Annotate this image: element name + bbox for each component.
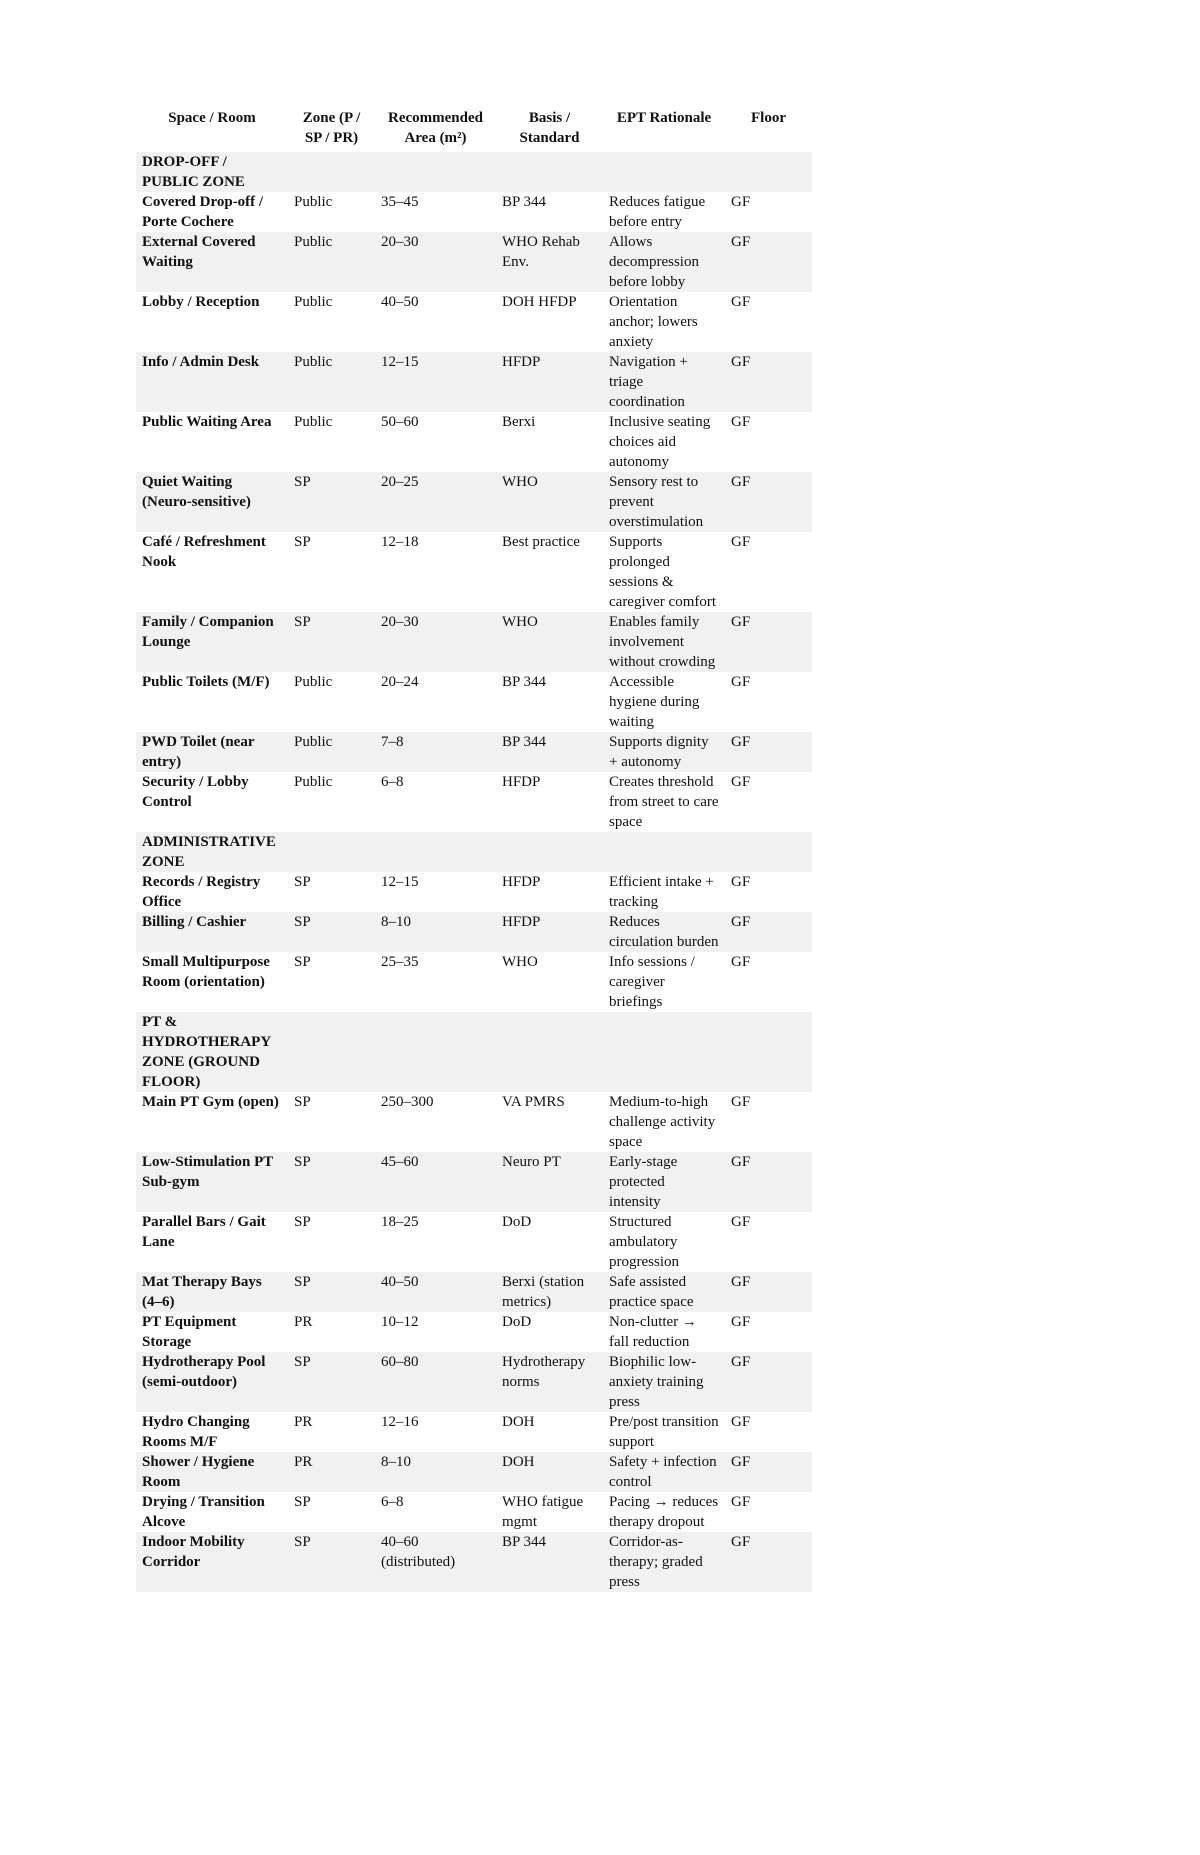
section-filler-cell	[288, 832, 375, 872]
cell-recommended-area: 40–60 (distributed)	[375, 1532, 496, 1592]
cell-ept-rationale: Sensory rest to prevent overstimulation	[603, 472, 725, 532]
cell-ept-rationale: Enables family involvement without crowding	[603, 612, 725, 672]
cell-recommended-area: 8–10	[375, 1452, 496, 1492]
cell-basis-standard: WHO Rehab Env.	[496, 232, 603, 292]
cell-zone: Public	[288, 352, 375, 412]
table-row	[136, 1212, 812, 1272]
section-filler-cell	[603, 152, 725, 192]
cell-ept-rationale: Medium-to-high challenge activity space	[609, 1094, 716, 1150]
header-zone: Zone (P / SP / PR)	[302, 110, 361, 146]
cell-zone: Public	[294, 674, 333, 690]
table-row	[136, 1312, 812, 1352]
table-row	[136, 1152, 812, 1212]
cell-space-room: Billing / Cashier	[136, 912, 288, 952]
cell-ept-rationale: Orientation anchor; lowers anxiety	[609, 294, 698, 350]
cell-space-room: Café / Refreshment Nook	[142, 534, 266, 570]
cell-zone: SP	[294, 874, 311, 890]
cell-ept-rationale: Creates threshold from street to care space	[609, 774, 719, 830]
section-heading-row	[136, 152, 812, 192]
cell-ept-rationale: Corridor-as-therapy; graded press	[603, 1532, 725, 1592]
cell-zone: SP	[288, 1532, 375, 1592]
cell-ept-rationale: Non-clutter → fall reduction	[609, 1314, 697, 1350]
cell-floor: GF	[731, 1414, 751, 1430]
cell-basis-standard: BP 344	[502, 674, 547, 690]
cell-zone: PR	[288, 1452, 375, 1492]
cell-zone: PR	[294, 1414, 313, 1430]
cell-zone: SP	[294, 954, 311, 970]
table-row	[136, 912, 812, 952]
cell-floor: GF	[725, 352, 812, 412]
cell-recommended-area: 50–60	[381, 414, 419, 430]
header-floor: Floor	[751, 110, 786, 126]
cell-basis-standard: VA PMRS	[502, 1094, 565, 1110]
header-space-room: Space / Room	[168, 110, 256, 126]
cell-floor: GF	[725, 232, 812, 292]
cell-recommended-area: 7–8	[375, 732, 496, 772]
cell-basis-standard: DoD	[502, 1214, 532, 1230]
cell-zone: Public	[294, 194, 333, 210]
section-heading-row	[136, 832, 812, 872]
table-row	[136, 672, 812, 732]
cell-space-room: Public Toilets (M/F)	[142, 674, 270, 690]
cell-floor: GF	[731, 1094, 751, 1110]
cell-space-room: Shower / Hygiene Room	[136, 1452, 288, 1492]
table-row	[136, 732, 812, 772]
table-body	[136, 152, 812, 1592]
section-filler-cell	[288, 152, 375, 192]
section-filler-cell	[288, 1012, 375, 1092]
section-heading: DROP-OFF / PUBLIC ZONE	[136, 152, 288, 192]
cell-zone: SP	[288, 1352, 375, 1412]
table-row	[136, 1092, 812, 1152]
space-program-table	[136, 104, 812, 1592]
cell-space-room: Info / Admin Desk	[136, 352, 288, 412]
header-ept-rationale: EPT Rationale	[616, 110, 712, 126]
cell-basis-standard: DoD	[502, 1314, 532, 1330]
cell-ept-rationale: Accessible hygiene during waiting	[609, 674, 700, 730]
cell-space-room: PT Equipment Storage	[142, 1314, 237, 1350]
cell-basis-standard: Hydrotherapy norms	[496, 1352, 603, 1412]
cell-recommended-area: 20–25	[375, 472, 496, 532]
cell-basis-standard: DOH	[496, 1452, 603, 1492]
space-program-document	[136, 104, 812, 1592]
table-row	[136, 412, 812, 472]
cell-ept-rationale: Pre/post transition support	[609, 1414, 719, 1450]
cell-zone: SP	[288, 612, 375, 672]
cell-floor: GF	[731, 414, 751, 430]
cell-space-room: Low-Stimulation PT Sub-gym	[136, 1152, 288, 1212]
cell-ept-rationale: Allows decompression before lobby	[603, 232, 725, 292]
cell-floor: GF	[731, 1494, 751, 1510]
cell-ept-rationale: Navigation + triage coordination	[603, 352, 725, 412]
cell-space-room: PWD Toilet (near entry)	[136, 732, 288, 772]
cell-recommended-area: 20–30	[375, 612, 496, 672]
cell-recommended-area: 45–60	[375, 1152, 496, 1212]
cell-basis-standard: WHO	[502, 954, 538, 970]
cell-zone: SP	[294, 1494, 311, 1510]
section-filler-cell	[496, 1012, 603, 1092]
cell-basis-standard: WHO fatigue mgmt	[502, 1494, 584, 1530]
cell-ept-rationale: Supports prolonged sessions & caregiver comfort	[609, 534, 717, 610]
cell-zone: SP	[294, 1214, 311, 1230]
cell-space-room: Main PT Gym (open)	[142, 1094, 279, 1110]
cell-space-room: Records / Registry Office	[142, 874, 261, 910]
cell-ept-rationale: Early-stage protected intensity	[603, 1152, 725, 1212]
cell-space-room: Mat Therapy Bays (4–6)	[136, 1272, 288, 1312]
cell-recommended-area: 35–45	[381, 194, 419, 210]
cell-zone: Public	[294, 294, 333, 310]
cell-floor: GF	[725, 472, 812, 532]
table-row	[136, 192, 812, 232]
section-filler-cell	[725, 152, 812, 192]
cell-zone: Public	[294, 774, 333, 790]
cell-space-room: Hydrotherapy Pool (semi-outdoor)	[136, 1352, 288, 1412]
table-row	[136, 952, 812, 1012]
cell-floor: GF	[725, 1452, 812, 1492]
cell-basis-standard: DOH HFDP	[502, 294, 577, 310]
cell-space-room: Parallel Bars / Gait Lane	[142, 1214, 266, 1250]
section-heading: PT & HYDROTHERAPY ZONE (GROUND FLOOR)	[136, 1012, 288, 1092]
cell-ept-rationale: Efficient intake + tracking	[609, 874, 714, 910]
cell-ept-rationale: Structured ambulatory progression	[609, 1214, 679, 1270]
cell-ept-rationale: Inclusive seating choices aid autonomy	[609, 414, 711, 470]
table-row	[136, 1412, 812, 1452]
cell-recommended-area: 25–35	[381, 954, 419, 970]
cell-ept-rationale: Safety + infection control	[603, 1452, 725, 1492]
section-filler-cell	[375, 152, 496, 192]
cell-recommended-area: 8–10	[375, 912, 496, 952]
table-row	[136, 532, 812, 612]
cell-recommended-area: 6–8	[381, 1494, 404, 1510]
table-row	[136, 1492, 812, 1532]
cell-recommended-area: 12–15	[375, 352, 496, 412]
cell-space-room: Security / Lobby Control	[142, 774, 249, 810]
section-filler-cell	[725, 832, 812, 872]
table-row	[136, 232, 812, 292]
cell-zone: SP	[288, 1272, 375, 1312]
cell-zone: SP	[288, 472, 375, 532]
cell-recommended-area: 20–24	[381, 674, 419, 690]
table-row	[136, 1532, 812, 1592]
cell-floor: GF	[731, 954, 751, 970]
cell-basis-standard: DOH	[502, 1414, 535, 1430]
section-filler-cell	[375, 832, 496, 872]
table-row	[136, 472, 812, 532]
cell-recommended-area: 60–80	[375, 1352, 496, 1412]
header-basis-standard: Basis / Standard	[519, 110, 580, 146]
section-filler-cell	[603, 1012, 725, 1092]
cell-floor: GF	[731, 194, 751, 210]
header-recommended-area: Recommended Area (m²)	[388, 110, 483, 146]
cell-recommended-area: 18–25	[381, 1214, 419, 1230]
table-row	[136, 1452, 812, 1492]
cell-space-room: Indoor Mobility Corridor	[136, 1532, 288, 1592]
cell-basis-standard: HFDP	[496, 352, 603, 412]
cell-space-room: Family / Companion Lounge	[136, 612, 288, 672]
table-header-row	[136, 104, 812, 152]
cell-recommended-area: 12–15	[381, 874, 419, 890]
cell-basis-standard: Berxi	[502, 414, 536, 430]
cell-recommended-area: 40–50	[375, 1272, 496, 1312]
section-filler-cell	[496, 832, 603, 872]
cell-basis-standard: BP 344	[496, 732, 603, 772]
cell-zone: Public	[294, 414, 333, 430]
cell-basis-standard: BP 344	[496, 1532, 603, 1592]
cell-basis-standard: HFDP	[496, 912, 603, 952]
cell-zone: Public	[288, 232, 375, 292]
cell-basis-standard: WHO	[496, 612, 603, 672]
cell-floor: GF	[731, 1314, 751, 1330]
cell-space-room: Lobby / Reception	[142, 294, 260, 310]
cell-floor: GF	[731, 674, 751, 690]
cell-floor: GF	[725, 1272, 812, 1312]
cell-space-room: Covered Drop-off / Porte Cochere	[142, 194, 264, 230]
cell-ept-rationale: Pacing → reduces therapy dropout	[609, 1494, 719, 1530]
cell-basis-standard: HFDP	[502, 874, 541, 890]
cell-basis-standard: HFDP	[502, 774, 541, 790]
cell-space-room: Small Multipurpose Room (orientation)	[142, 954, 270, 990]
table-row	[136, 292, 812, 352]
cell-recommended-area: 250–300	[381, 1094, 434, 1110]
cell-recommended-area: 20–30	[375, 232, 496, 292]
cell-ept-rationale: Biophilic low-anxiety training press	[603, 1352, 725, 1412]
table-row	[136, 772, 812, 832]
cell-recommended-area: 10–12	[381, 1314, 419, 1330]
section-filler-cell	[496, 152, 603, 192]
cell-recommended-area: 6–8	[381, 774, 404, 790]
cell-ept-rationale: Info sessions / caregiver briefings	[609, 954, 695, 1010]
cell-space-room: External Covered Waiting	[136, 232, 288, 292]
table-row	[136, 612, 812, 672]
cell-floor: GF	[725, 732, 812, 772]
cell-ept-rationale: Supports dignity + autonomy	[603, 732, 725, 772]
cell-space-room: Quiet Waiting (Neuro-sensitive)	[136, 472, 288, 532]
section-heading-row	[136, 1012, 812, 1092]
table-row	[136, 1272, 812, 1312]
section-heading: ADMINISTRATIVE ZONE	[136, 832, 288, 872]
cell-ept-rationale: Safe assisted practice space	[603, 1272, 725, 1312]
cell-floor: GF	[731, 1214, 751, 1230]
cell-floor: GF	[731, 874, 751, 890]
cell-floor: GF	[725, 1532, 812, 1592]
cell-recommended-area: 12–16	[381, 1414, 419, 1430]
cell-recommended-area: 40–50	[381, 294, 419, 310]
cell-basis-standard: Berxi (station metrics)	[496, 1272, 603, 1312]
cell-basis-standard: BP 344	[502, 194, 547, 210]
table-row	[136, 1352, 812, 1412]
table-row	[136, 872, 812, 912]
section-filler-cell	[375, 1012, 496, 1092]
cell-space-room: Public Waiting Area	[142, 414, 272, 430]
cell-zone: SP	[288, 1152, 375, 1212]
cell-basis-standard: Best practice	[502, 534, 580, 550]
cell-floor: GF	[725, 1352, 812, 1412]
cell-basis-standard: Neuro PT	[496, 1152, 603, 1212]
cell-floor: GF	[731, 774, 751, 790]
cell-floor: GF	[725, 612, 812, 672]
cell-ept-rationale: Reduces fatigue before entry	[609, 194, 706, 230]
cell-ept-rationale: Reduces circulation burden	[603, 912, 725, 952]
section-filler-cell	[725, 1012, 812, 1092]
cell-zone: SP	[294, 534, 311, 550]
section-filler-cell	[603, 832, 725, 872]
cell-zone: SP	[288, 912, 375, 952]
cell-basis-standard: WHO	[496, 472, 603, 532]
cell-space-room: Hydro Changing Rooms M/F	[142, 1414, 250, 1450]
cell-recommended-area: 12–18	[381, 534, 419, 550]
table-row	[136, 352, 812, 412]
cell-floor: GF	[725, 1152, 812, 1212]
cell-floor: GF	[731, 534, 751, 550]
cell-floor: GF	[725, 912, 812, 952]
cell-space-room: Drying / Transition Alcove	[142, 1494, 265, 1530]
cell-zone: Public	[288, 732, 375, 772]
cell-floor: GF	[731, 294, 751, 310]
cell-zone: PR	[294, 1314, 313, 1330]
cell-zone: SP	[294, 1094, 311, 1110]
